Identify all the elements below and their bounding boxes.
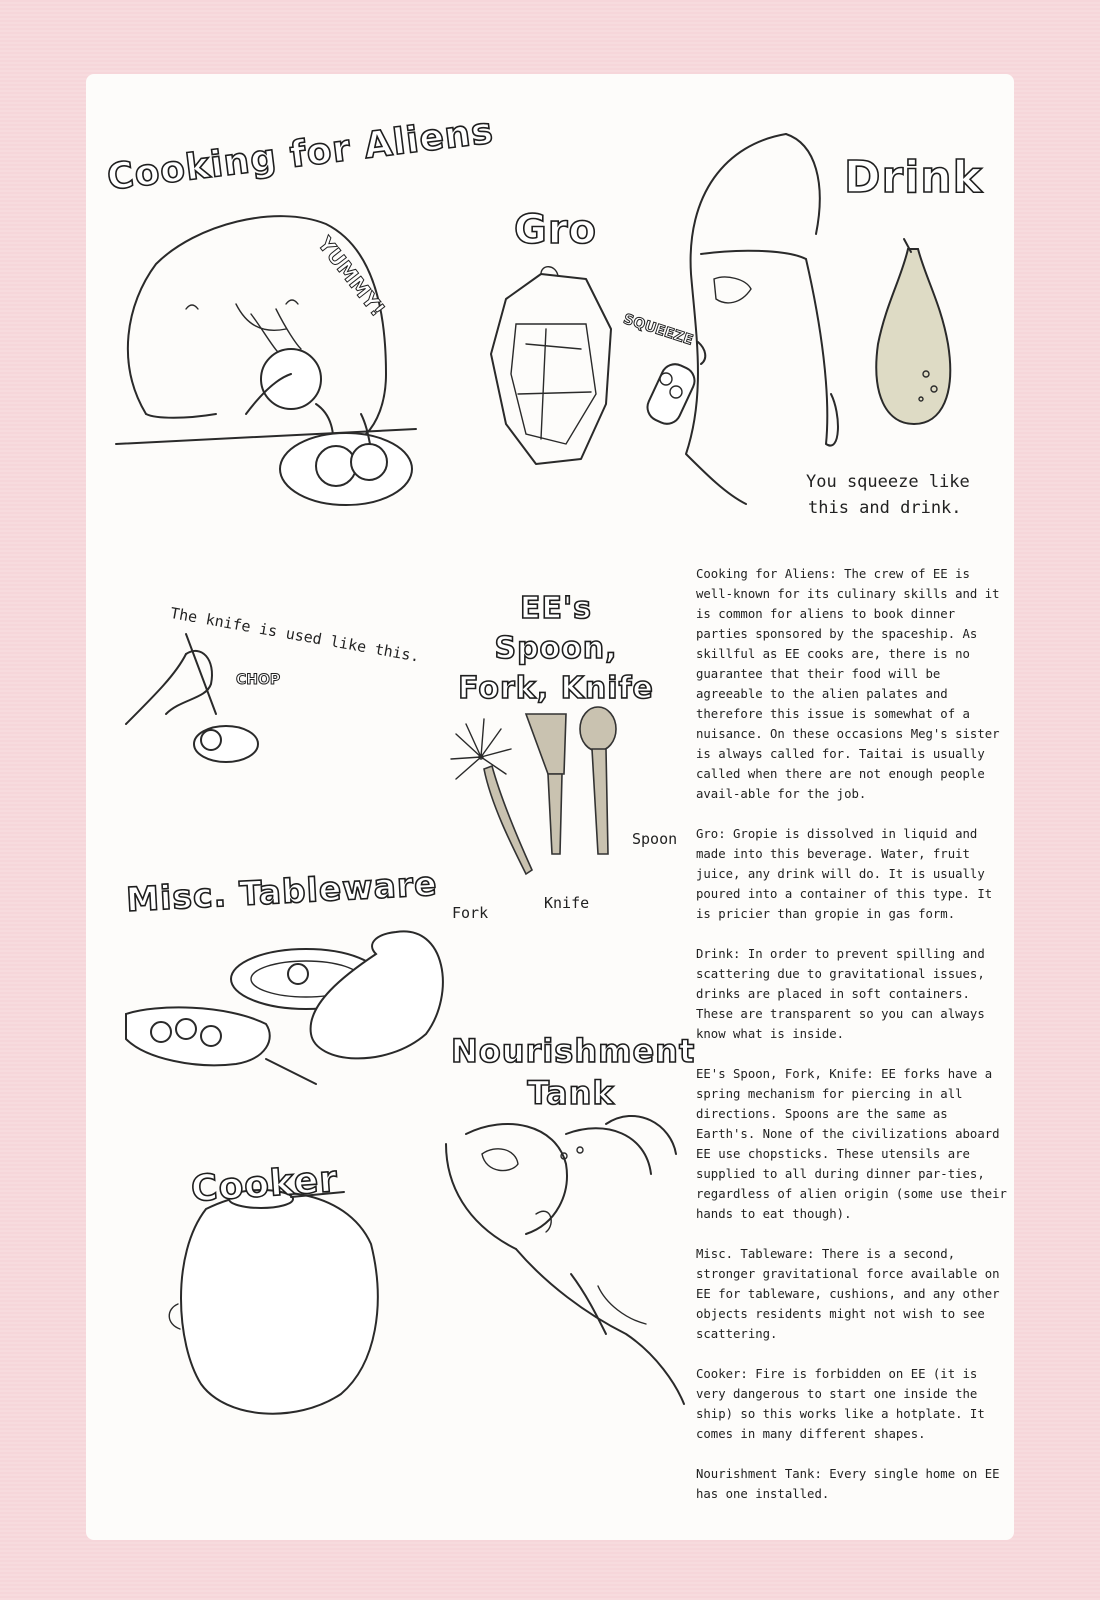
drink-bag-illustration (876, 239, 950, 424)
note-gro: Gro: Gropie is dissolved in liquid and made into this beverage. Water, fruit juice, any drink will do. It is usually poured into a container of this type. It is pricier than gropie in gas form. (696, 827, 993, 921)
caption-squeeze-2: this and drink. (808, 498, 962, 518)
notes-column (696, 564, 1008, 1524)
tableware-illustration (126, 931, 443, 1084)
gro-container-illustration (491, 267, 611, 464)
title-nourishment-tank: Nourishment Tank (451, 1032, 696, 1112)
label-knife: Knife (544, 894, 590, 912)
knife-chop-illustration (126, 634, 258, 762)
alien-eating-illustration (116, 216, 416, 505)
sketch-page (86, 74, 1014, 1540)
note-misc-tableware: Misc. Tableware: There is a second, stronger gravitational force available on EE for tableware, cushions, and any other objects residents might not wish to see scattering. (696, 1247, 1000, 1341)
caption-squeeze-1: You squeeze like (806, 472, 970, 492)
title-drink: Drink (844, 152, 983, 203)
sfx-chop: CHOP (236, 672, 281, 688)
title-misc-tableware: Misc. Tableware (125, 863, 439, 920)
note-nourishment-tank: Nourishment Tank: Every single home on EE has one installed. (696, 1467, 1000, 1501)
note-cooker: Cooker: Fire is forbidden on EE (it is very dangerous to start one inside the ship) so this works like a hotplate. It comes in many different shapes. (696, 1367, 985, 1441)
title-cooker: Cooker (189, 1158, 340, 1211)
utensils-illustration (451, 707, 616, 874)
title-utensils: EE's Spoon, Fork, Knife (458, 591, 654, 706)
title-cooking-for-aliens: Cooking for Aliens (104, 110, 496, 199)
label-fork: Fork (452, 904, 489, 922)
cooker-illustration (169, 1190, 378, 1414)
note-cooking-for-aliens: Cooking for Aliens: The crew of EE is well-known for its culinary skills and it is common for aliens to book dinner parties sponsored by the spaceship. As skillful as EE cooks are, there is no guarantee that their food will be agreeable to the alien palates and therefore this issue is somewhat of a nuisance. On these occasions Meg's sister is always called for. Taitai is usually called when there are not enough people avail-able for the job. (696, 567, 1000, 801)
note-drink: Drink: In order to prevent spilling and scattering due to gravitational issues, drinks are placed in soft containers. These are transparent so you can always know what is inside. (696, 947, 985, 1041)
label-spoon: Spoon (632, 830, 678, 848)
nourishment-tank-illustration (446, 1116, 684, 1404)
sfx-squeeze: SQUEEZE (621, 311, 695, 349)
sfx-yummy: YUMMY! (313, 232, 390, 321)
caption-knife-usage: The knife is used like this. (168, 604, 422, 666)
title-gro: Gro (514, 207, 598, 253)
girl-drinking-illustration (643, 134, 838, 504)
note-utensils: EE's Spoon, Fork, Knife: EE forks have a spring mechanism for piercing in all directions. Spoons are the same as Earth's. None of the civilizations aboard EE use chopsticks. These utensils are supplied to all during dinner par-ties, regardless of alien origin (some use their hands to eat though). (696, 1067, 1007, 1221)
